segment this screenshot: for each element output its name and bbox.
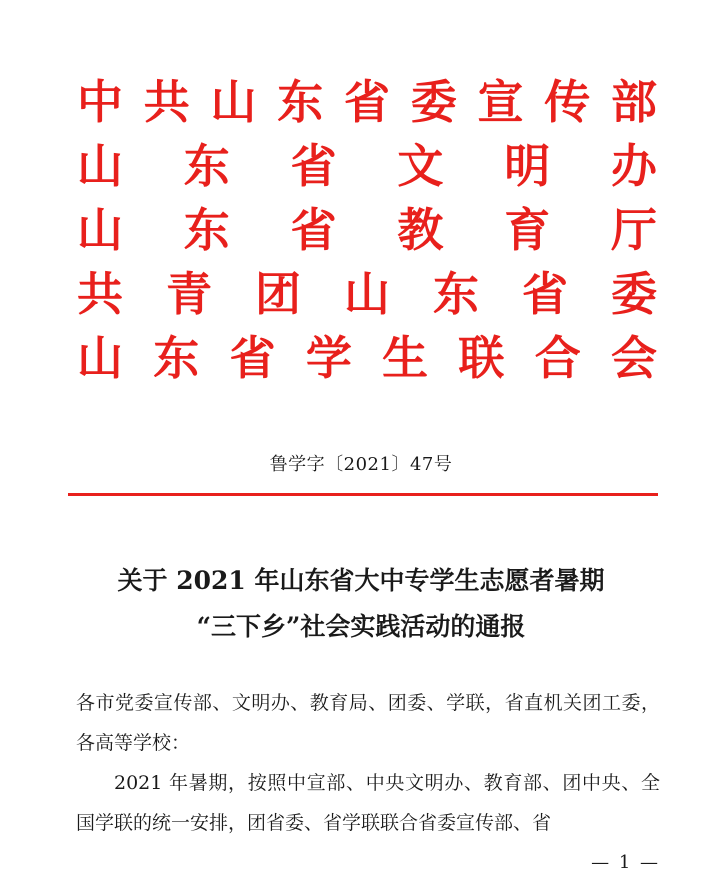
title-line-2: “三下乡”社会实践活动的通报 (196, 612, 526, 641)
issuer-char: 山 (210, 75, 257, 129)
issuer-line (72, 198, 662, 262)
issuer-char: 育 (504, 203, 551, 257)
issuer-char: 东 (433, 267, 479, 321)
issuer-char: 明 (504, 139, 551, 193)
issuer-char: 山 (77, 139, 123, 193)
issuer-char: 教 (397, 203, 444, 257)
issuer-char: 宣 (477, 75, 524, 129)
document-number: 鲁学字〔2021〕47号 (269, 454, 453, 475)
issuer-char: 省 (522, 267, 568, 321)
issuer-char: 文 (397, 139, 444, 193)
issuer-char: 联 (458, 331, 505, 385)
issuer-char: 学 (305, 331, 352, 385)
issuer-char: 省 (290, 139, 337, 193)
issuer-char: 合 (534, 331, 581, 385)
issuer-char: 中 (77, 75, 123, 129)
issuer-line (72, 134, 662, 198)
issuer-char: 东 (183, 203, 230, 257)
issuer-char: 共 (77, 267, 123, 321)
issuer-char: 东 (277, 75, 324, 129)
page-number: — 1 — (591, 852, 660, 873)
issuer-char: 省 (290, 203, 337, 257)
issuer-char: 共 (143, 75, 190, 129)
issuer-char: 生 (382, 331, 429, 385)
issuing-organizations (72, 70, 662, 390)
issuer-char: 山 (77, 203, 123, 257)
issuer-char: 会 (610, 331, 657, 385)
document-title (0, 558, 722, 650)
issuer-char: 青 (166, 267, 212, 321)
issuer-char: 办 (610, 139, 657, 193)
addressee-text: 各市党委宣传部、文明办、教育局、团委、学联，省直机关团工委，各高等学校： (76, 692, 660, 754)
issuer-char: 省 (344, 75, 390, 129)
issuer-char: 传 (544, 75, 591, 129)
issuer-char: 省 (229, 331, 276, 385)
issuer-char: 委 (611, 267, 657, 321)
body-paragraph: 2021 年暑期，按照中宣部、中央文明办、教育部、团中央、全国学联的统一安排，团省委、省学联联合省委宣传部、省 (76, 772, 660, 834)
issuer-char: 委 (410, 75, 457, 129)
issuer-char: 团 (255, 267, 301, 321)
title-line-1: 关于 2021 年山东省大中专学生志愿者暑期 (117, 566, 605, 595)
red-divider-line (68, 493, 658, 496)
issuer-char: 部 (611, 75, 657, 129)
issuer-char: 东 (153, 331, 200, 385)
document-body (76, 683, 660, 843)
issuer-char: 山 (77, 331, 123, 385)
issuer-char: 东 (183, 139, 230, 193)
issuer-char: 厅 (610, 203, 657, 257)
issuer-line (72, 262, 662, 326)
issuer-char: 山 (344, 267, 390, 321)
issuer-line (72, 70, 662, 134)
issuer-line (72, 326, 662, 390)
